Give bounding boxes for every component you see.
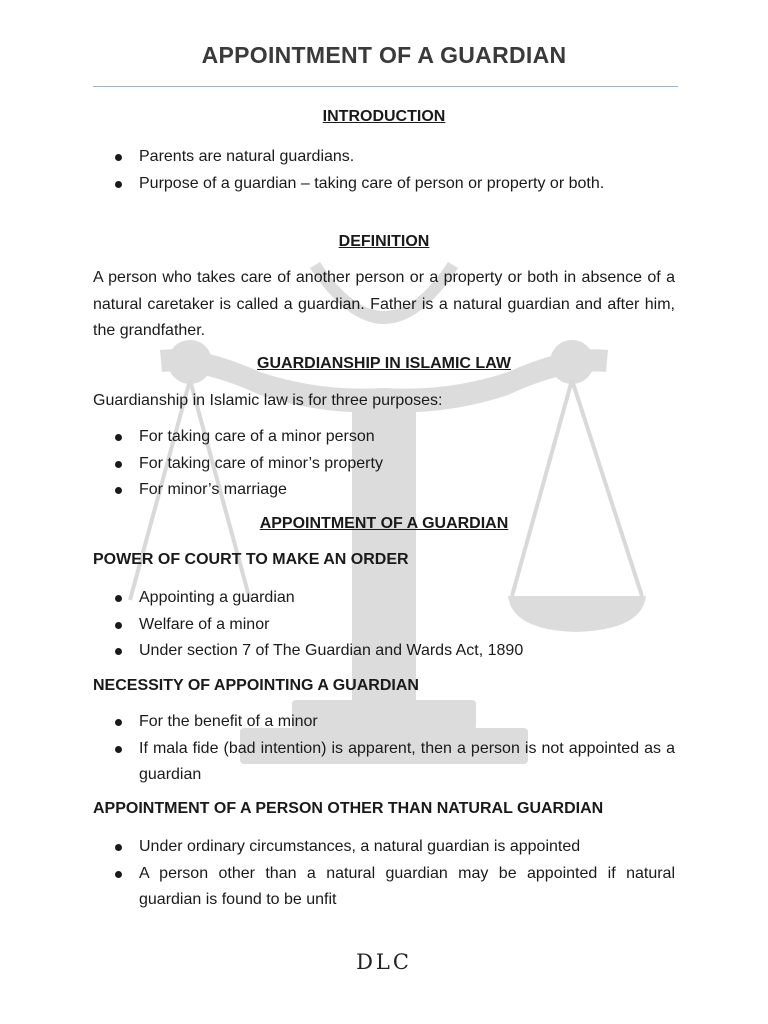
definition-text: A person who takes care of another person or a property or both in absence of a natural caretaker is called a guardian. Father is a natural guardian and after him, the grandfather. bbox=[93, 269, 675, 339]
document-title: APPOINTMENT OF A GUARDIAN bbox=[201, 42, 567, 68]
islamic-law-intro: Guardianship in Islamic law is for three purposes: bbox=[93, 392, 443, 409]
bullet-dot-icon bbox=[115, 595, 122, 602]
bullet-dot-icon bbox=[115, 871, 122, 878]
bullet-dot-icon bbox=[115, 622, 122, 629]
list-item: Welfare of a minor bbox=[93, 612, 675, 639]
list-item: Appointing a guardian bbox=[93, 585, 675, 612]
other-than-natural-heading: APPOINTMENT OF A PERSON OTHER THAN NATURAL GUARDIAN bbox=[93, 800, 604, 817]
bullet-dot-icon bbox=[115, 487, 122, 494]
necessity-heading: NECESSITY OF APPOINTING A GUARDIAN bbox=[93, 677, 419, 694]
power-of-court-list bbox=[93, 585, 675, 665]
title-divider bbox=[93, 86, 678, 87]
bullet-dot-icon bbox=[115, 154, 122, 161]
bullet-dot-icon bbox=[115, 181, 122, 188]
bullet-dot-icon bbox=[115, 648, 122, 655]
other-than-natural-list bbox=[93, 834, 675, 914]
necessity-list bbox=[93, 709, 675, 789]
list-item: For taking care of minor’s property bbox=[93, 451, 675, 478]
list-item: For the benefit of a minor bbox=[93, 709, 675, 736]
list-item: For taking care of a minor person bbox=[93, 424, 675, 451]
footer-logo: DLC bbox=[356, 950, 412, 974]
bullet-dot-icon bbox=[115, 719, 122, 726]
bullet-dot-icon bbox=[115, 746, 122, 753]
list-item: Under ordinary circumstances, a natural guardian is appointed bbox=[93, 834, 675, 861]
definition-heading: DEFINITION bbox=[338, 233, 430, 250]
bullet-dot-icon bbox=[115, 461, 122, 468]
bullet-dot-icon bbox=[115, 434, 122, 441]
list-item: For minor’s marriage bbox=[93, 477, 675, 504]
appointment-heading: APPOINTMENT OF A GUARDIAN bbox=[259, 515, 509, 532]
list-item: Purpose of a guardian – taking care of person or property or both. bbox=[93, 171, 675, 198]
list-item: Under section 7 of The Guardian and Wards Act, 1890 bbox=[93, 638, 675, 665]
power-of-court-heading: POWER OF COURT TO MAKE AN ORDER bbox=[93, 551, 409, 568]
list-item: Parents are natural guardians. bbox=[93, 144, 675, 171]
list-item: A person other than a natural guardian may be appointed if natural guardian is found to be unfit bbox=[93, 861, 675, 914]
introduction-heading: INTRODUCTION bbox=[322, 108, 446, 125]
list-item: If mala fide (bad intention) is apparent, then a person is not appointed as a guardian bbox=[93, 736, 675, 789]
islamic-law-list bbox=[93, 424, 675, 504]
introduction-list bbox=[93, 144, 675, 197]
bullet-dot-icon bbox=[115, 844, 122, 851]
islamic-law-heading: GUARDIANSHIP IN ISLAMIC LAW bbox=[257, 355, 511, 372]
